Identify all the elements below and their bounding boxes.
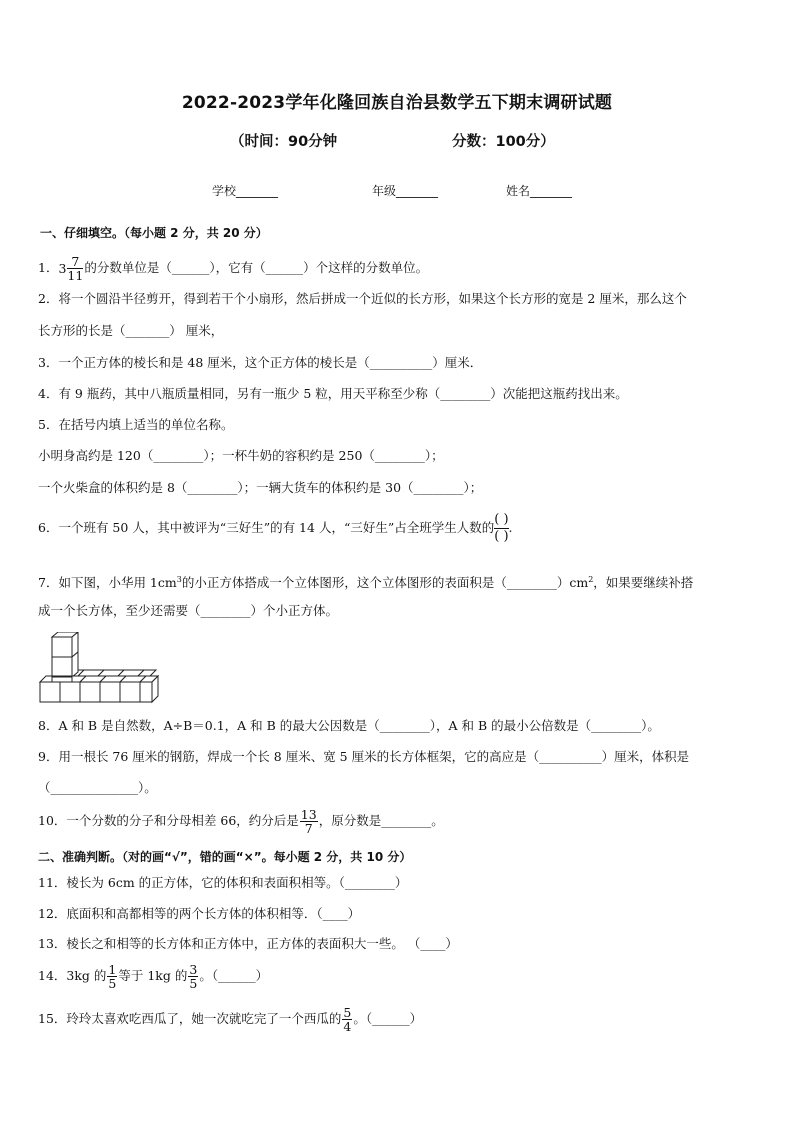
grade-field: 年级_______ xyxy=(372,184,439,198)
school-field: 学校_______ xyxy=(212,184,279,198)
question-5-line1: 5．在括号内填上适当的单位名称。 xyxy=(38,417,234,432)
page-title: 2022-2023学年化隆回族自治县数学五下期末调研试题 xyxy=(181,93,613,113)
question-2-line2: 长方形的长是（_______） 厘米， xyxy=(38,323,224,338)
question-5-line3: 一个火柴盒的体积约是 8（________）；一辆大货车的体积约是 30（________）； xyxy=(38,480,483,495)
question-9-line2: （______________）。 xyxy=(38,780,157,795)
question-2-line1: 2．将一个圆沿半径剪开，得到若干个小扇形，然后拼成一个近似的长方形，如果这个长方形的宽是 2 厘米，那么这个 xyxy=(38,291,687,306)
exam-score: 分数：100分） xyxy=(452,134,555,150)
question-6: 6．一个班有 50 人，其中被评为“三好生”的有 14 人，“三好生”占全班学生人数的 $\frac{( )}{( )}$ . xyxy=(38,512,513,544)
question-1: 1． 3 $\frac{7}{11}$ 的分数单位是（______），它有（______）个这样的分数单位。 xyxy=(38,254,429,283)
cube-figure xyxy=(38,632,160,708)
question-8: 8．A 和 B 是自然数，A÷B＝0.1，A 和 B 的最大公因数是（________），A 和 B 的最小公倍数是（________）。 xyxy=(38,718,660,733)
fraction: $\frac{5}{4}$ xyxy=(343,1005,352,1034)
fraction: $\frac{13}{7}$ xyxy=(300,807,317,836)
exam-time: （时间：90分钟 xyxy=(230,134,338,150)
question-4: 4．有 9 瓶药，其中八瓶质量相同，另有一瓶少 5 粒，用天平称至少称（________）次能把这瓶药找出来。 xyxy=(38,386,628,401)
question-12: 12．底面积和高都相等的两个长方体的体积相等．（____） xyxy=(38,906,361,921)
fraction: $\frac{1}{5}$ xyxy=(108,962,117,991)
section-heading-judgement: 二、准确判断。（对的画“√”，错的画“×”。每小题 2 分，共 10 分） xyxy=(38,850,412,864)
question-7-line1: 7．如下图，小华用 $1cm^3$的小正方体搭成一个立体图形，这个立体图形的表面积是$(\_\_\_\_\_\_\_\_)cm^2$，如果要继续补搭 xyxy=(38,575,694,591)
question-9-line1: 9．用一根长 76 厘米的钢筋，焊成一个长 8 厘米、宽 5 厘米的长方体框架，它的高应是（__________）厘米，体积是 xyxy=(38,749,690,764)
fraction: $\frac{3}{5}$ xyxy=(189,962,198,991)
question-11: 11．棱长为 6cm 的正方体，它的体积和表面积相等。（________） xyxy=(38,875,408,890)
name-field: 姓名_______ xyxy=(506,184,573,198)
question-14: 14．3kg 的 $\frac{1}{5}$ 等于 1kg 的 $\frac{3}{5}$ 。（______） xyxy=(38,962,269,991)
question-13: 13．棱长之和相等的长方体和正方体中，正方体的表面积大一些。 （____） xyxy=(38,936,458,951)
question-15: 15．玲玲太喜欢吃西瓜了，她一次就吃完了一个西瓜的 $\frac{5}{4}$ 。（______） xyxy=(38,1005,423,1034)
question-5-line2: 小明身高约是 120（________）；一杯牛奶的容积约是 250（________）； xyxy=(38,448,444,463)
question-7-line2: 成一个长方体，至少还需要（________）个小正方体。 xyxy=(38,603,339,618)
blank-fraction: $\frac{( )}{( )}$ xyxy=(494,512,509,544)
mixed-whole: 3 xyxy=(58,260,67,276)
question-3: 3．一个正方体的棱长和是 48 厘米，这个正方体的棱长是（__________）厘米． xyxy=(38,355,483,370)
fraction: $\frac{7}{11}$ xyxy=(67,254,84,283)
question-10: 10．一个分数的分子和分母相差 66，约分后是 $\frac{13}{7}$ ，原分数是________。 xyxy=(38,807,444,836)
section-heading-fill-in: 一、仔细填空。（每小题 2 分，共 20 分） xyxy=(40,226,268,240)
